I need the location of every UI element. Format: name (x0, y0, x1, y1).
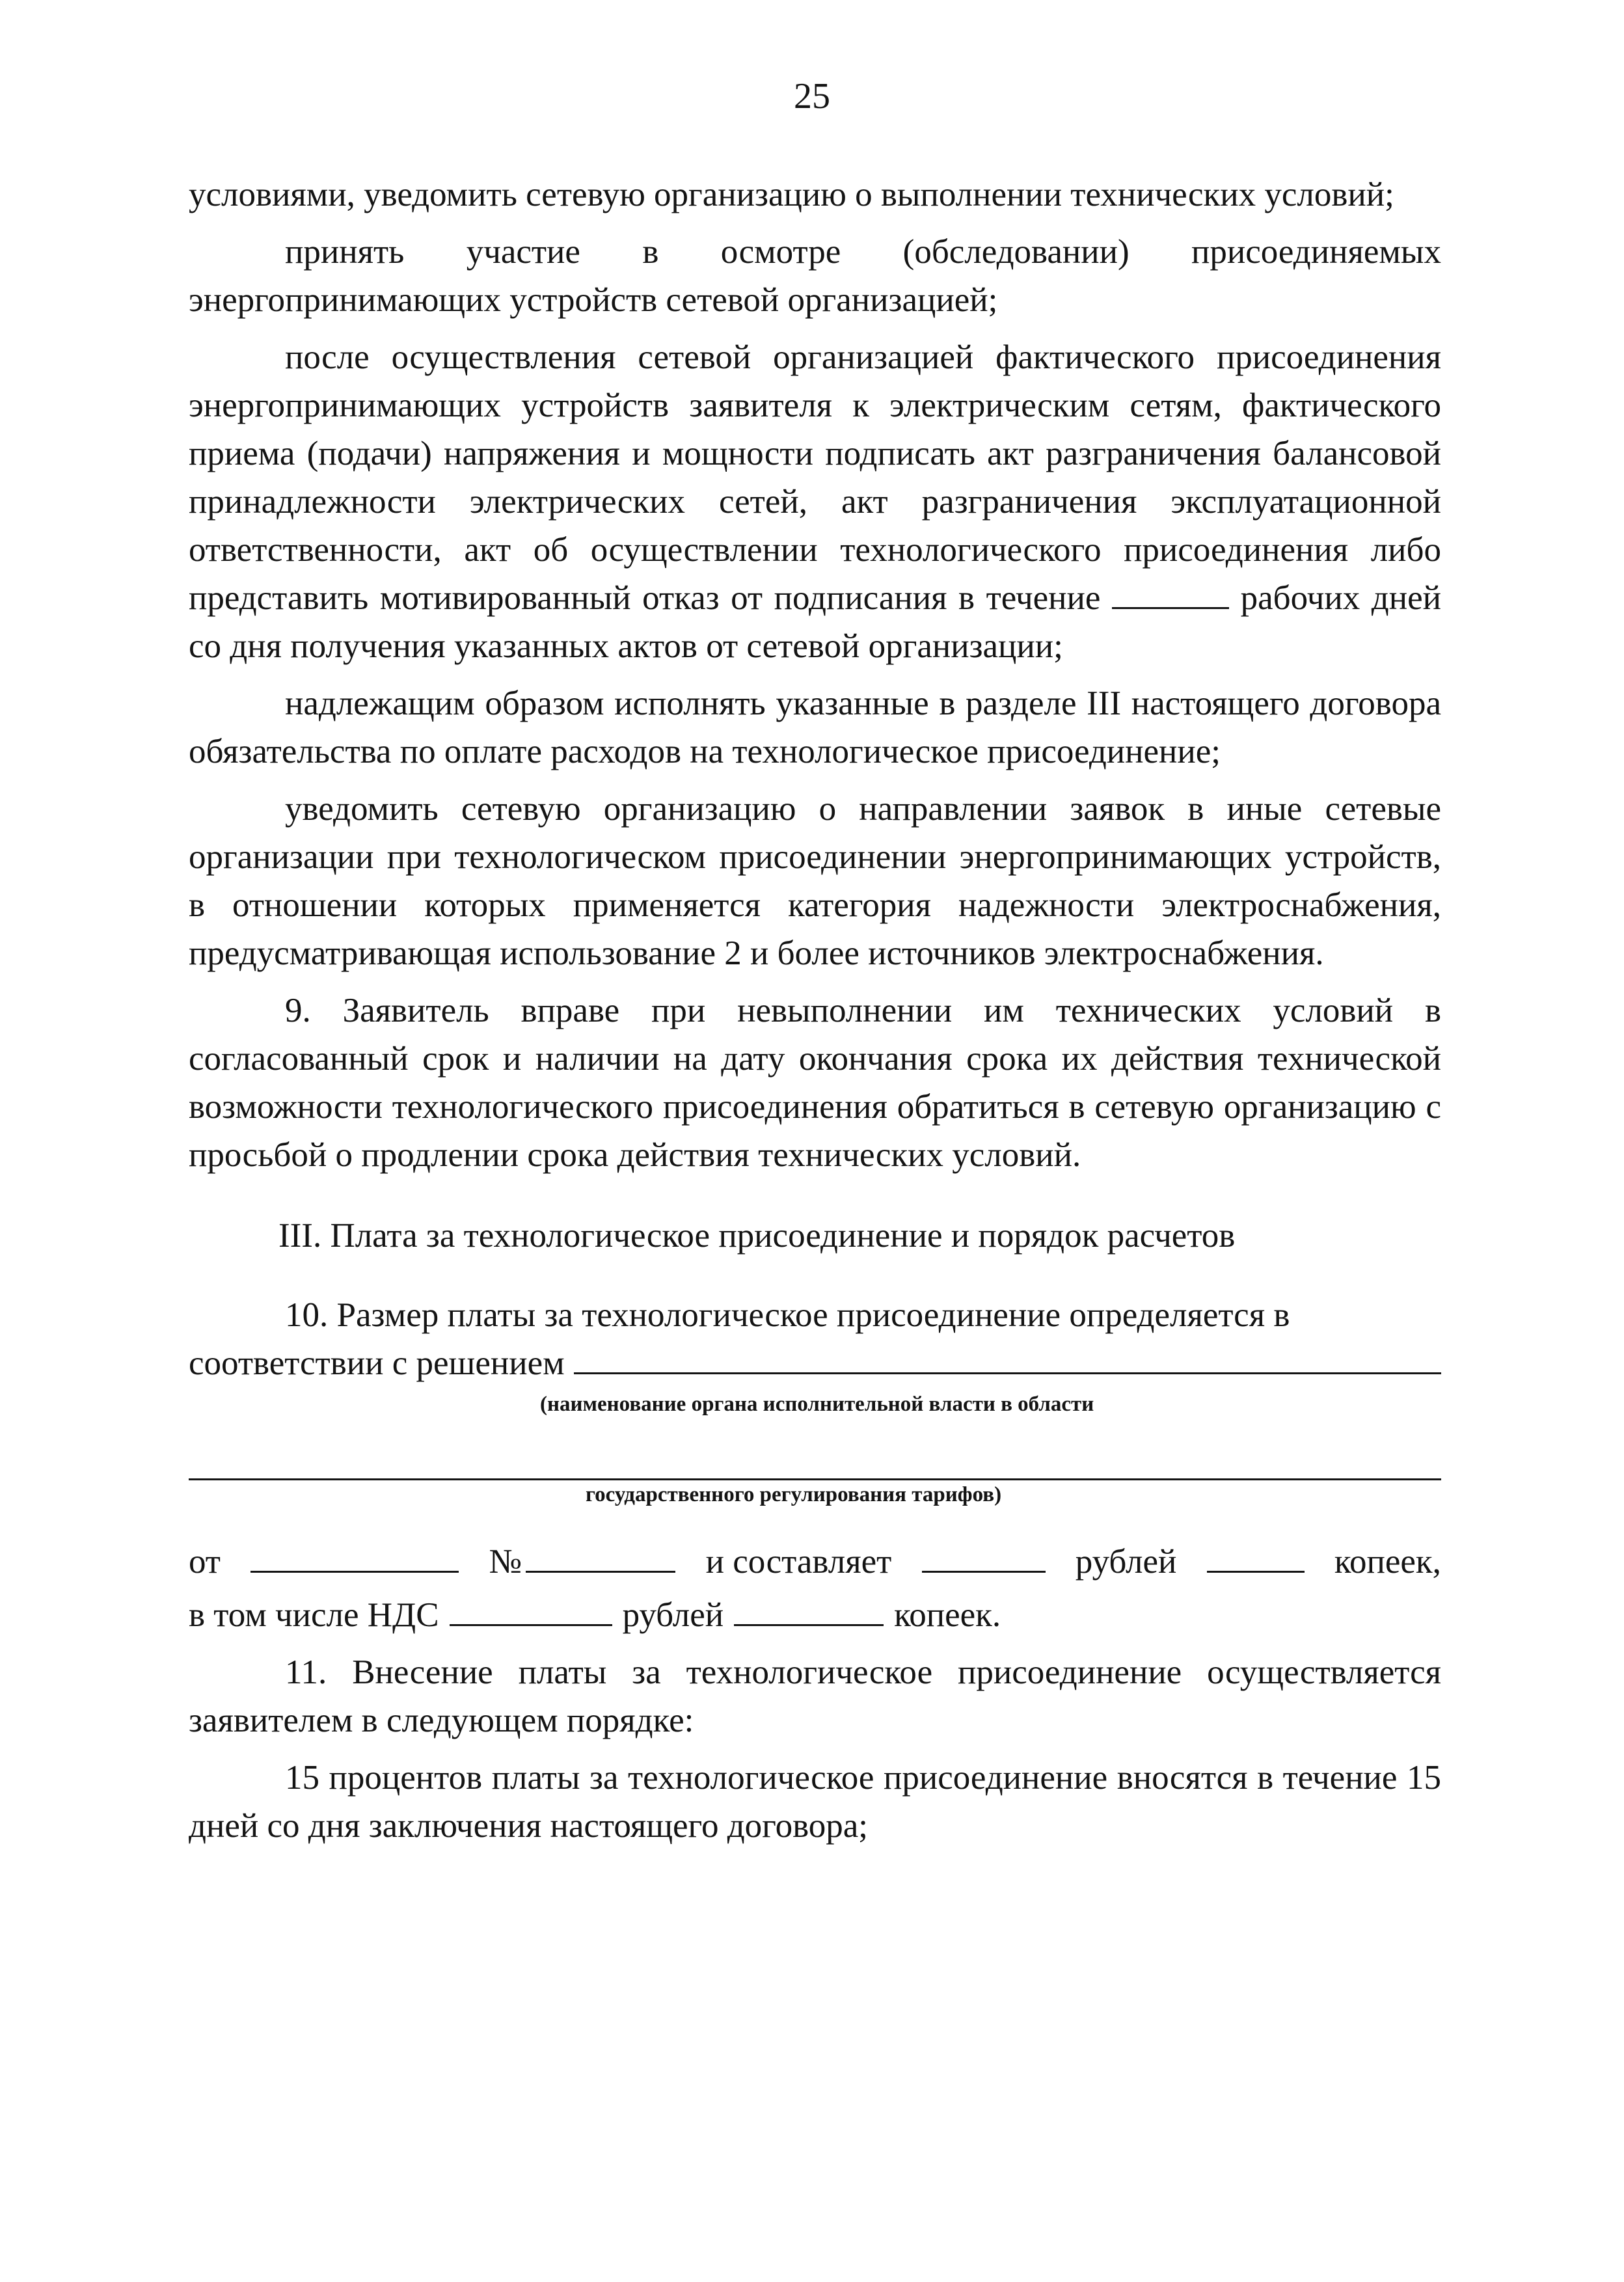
paragraph-payment-obligations: надлежащим образом исполнять указанные в разделе III настоящего договора обязательства по оплате расходов на технологическое присоединение; (189, 685, 1441, 770)
clause-10-vat-row (189, 1591, 1441, 1639)
paragraph-clause-11: 11. Внесение платы за технологическое присоединение осуществляется заявителем в следующем порядке: (189, 1653, 1441, 1739)
label-rubles: рублей (1075, 1543, 1177, 1581)
blank-vat-kopecks-field[interactable] (734, 1593, 884, 1626)
label-number: № (489, 1543, 522, 1581)
paragraph-clause-9: 9. Заявитель вправе при невыполнении им технических условий в согласованный срок и наличии на дату окончания срока их действия технической возможности технологического присоединения обратиться в сетевую организацию с просьбой о продлении срока действия технических условий. (189, 992, 1441, 1174)
label-from: от (189, 1543, 221, 1581)
blank-authority-field[interactable] (574, 1341, 1441, 1374)
blank-date-field[interactable] (250, 1540, 459, 1573)
caption-authority: (наименование органа исполнительной власти в области (540, 1392, 1094, 1416)
paragraph-conditions-end: условиями, уведомить сетевую организацию о выполнении технических условий; (189, 176, 1394, 213)
paragraph-acts (189, 333, 1441, 670)
label-vat-kopecks: копеек. (894, 1596, 1001, 1634)
blank-number-field[interactable] (526, 1540, 675, 1573)
blank-rubles-field[interactable] (922, 1540, 1046, 1573)
blank-kopecks-field[interactable] (1207, 1540, 1305, 1573)
paragraph-inspection: принять участие в осмотре (обследовании) присоединяемых энергопринимающих устройств сетевой организацией; (189, 233, 1441, 319)
clause-10-line-1: 10. Размер платы за технологическое присоединение определяется в (285, 1296, 1290, 1334)
clause-10-amount-row (189, 1538, 1441, 1586)
section-heading: III. Плата за технологическое присоединение и порядок расчетов (278, 1217, 1236, 1255)
paragraph-payment-15-percent: 15 процентов платы за технологическое присоединение вносятся в течение 15 дней со дня заключения настоящего договора; (189, 1759, 1441, 1845)
blank-authority-continued-field[interactable] (189, 1478, 1441, 1480)
blank-vat-rubles-field[interactable] (450, 1593, 612, 1626)
clause-10-decision-label: соответствии с решением (189, 1344, 565, 1382)
paragraph-acts-text-end: рабочих дней со дня получения указанных актов от сетевой организации; (189, 579, 1442, 665)
clause-10-line-2 (189, 1339, 1441, 1387)
blank-working-days-field[interactable] (1112, 576, 1229, 609)
document-body (189, 170, 1441, 1850)
label-kopecks: копеек, (1334, 1543, 1441, 1581)
page-number: 25 (794, 76, 830, 116)
caption-tariff-regulation: государственного регулирования тарифов) (586, 1483, 1002, 1506)
label-vat: в том числе НДС (189, 1596, 439, 1634)
paragraph-acts-text: после осуществления сетевой организацией фактического присоединения энергопринимающих устройств заявителя к электрическим сетям, фактического приема (подачи) напряжения и мощности подписать акт разграничения балансовой принадлежности электрических сетей, акт разграничения эксплуатационной ответственности, акт об осуществлении технологического присоединения либо представить мотивированный отказ от подписания в течение (189, 338, 1441, 617)
paragraph-notify-network: уведомить сетевую организацию о направлении заявок в иные сетевые организации при технологическом присоединении энергопринимающих устройств, в отношении которых применяется категория надежности электроснабжения, предусматривающая использование 2 и более источников электроснабжения. (189, 790, 1441, 972)
label-amounts-to: и составляет (705, 1543, 892, 1581)
label-vat-rubles: рублей (622, 1596, 724, 1634)
